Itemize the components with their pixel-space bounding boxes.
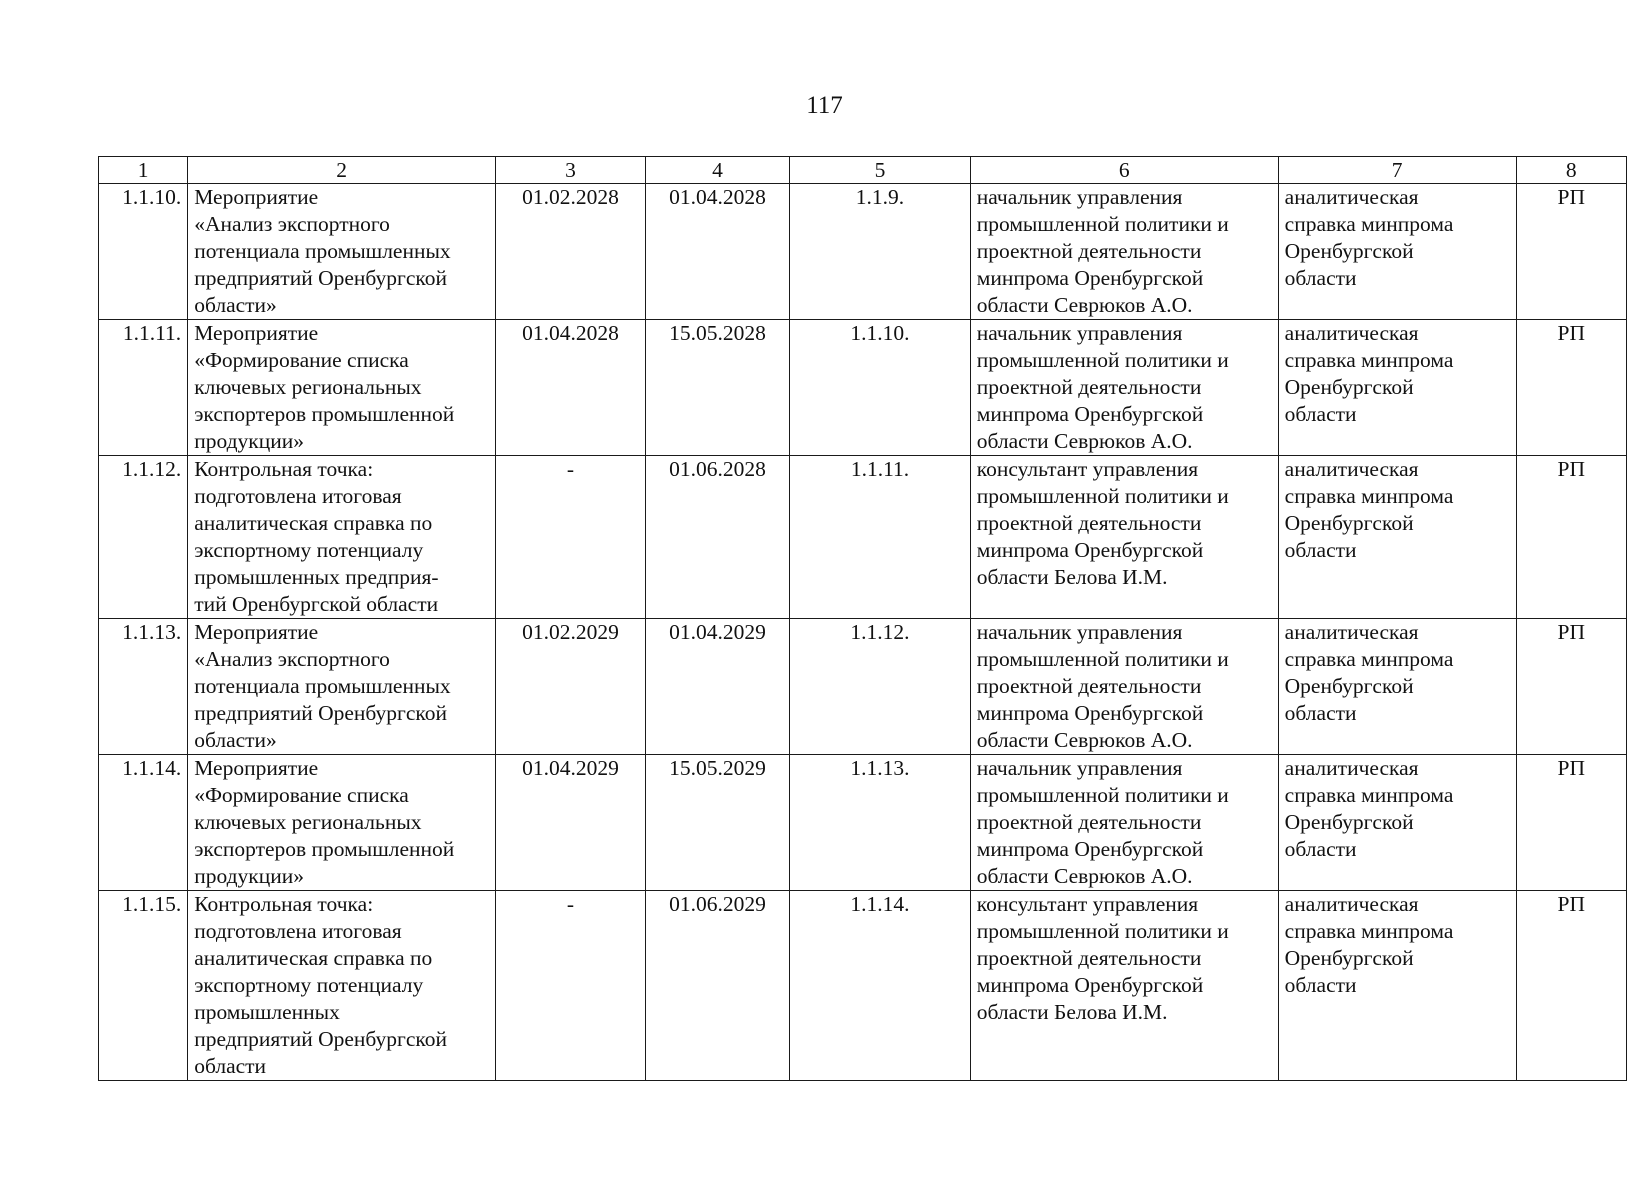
table-row [99,320,1627,456]
page-number: 117 [806,92,843,119]
result-document: аналитическая справка минпрома Оренбургской области [1284,756,1454,861]
header-cell: 4 [645,157,789,184]
table-header-row [99,157,1627,184]
start-date: - [496,891,646,1081]
row-number: 1.1.14. [99,755,188,891]
table-row [99,184,1627,320]
end-date: 01.06.2029 [645,891,789,1081]
activity-name: Мероприятие «Формирование списка ключевых региональных экспортеров промышленной продукции» [194,756,455,888]
row-number: 1.1.11. [99,320,188,456]
table-row [99,755,1627,891]
activity-name: Мероприятие «Анализ экспортного потенциала промышленных предприятий Оренбургской области» [194,620,451,752]
control-level: РП [1516,891,1627,1081]
result-document: аналитическая справка минпрома Оренбургской области [1284,185,1454,290]
predecessor: 1.1.10. [790,320,971,456]
header-cell: 6 [970,157,1278,184]
predecessor: 1.1.9. [790,184,971,320]
control-level: РП [1516,184,1627,320]
predecessor: 1.1.12. [790,619,971,755]
predecessor: 1.1.14. [790,891,971,1081]
header-cell: 7 [1278,157,1516,184]
end-date: 15.05.2028 [645,320,789,456]
start-date: 01.04.2028 [496,320,646,456]
activity-name: Мероприятие «Формирование списка ключевых региональных экспортеров промышленной продукции» [194,321,455,453]
responsible-person: начальник управления промышленной политики и проектной деятельности минпрома Оренбургской области Севрюков А.О. [976,756,1229,888]
end-date: 01.04.2028 [645,184,789,320]
end-date: 15.05.2029 [645,755,789,891]
table-row [99,891,1627,1081]
row-number: 1.1.10. [99,184,188,320]
responsible-person: консультант управления промышленной политики и проектной деятельности минпрома Оренбургской области Белова И.М. [976,457,1229,589]
control-level: РП [1516,755,1627,891]
activity-name: Контрольная точка: подготовлена итоговая аналитическая справка по экспортному потенциалу промышленных предприятий Оренбургской области [194,892,447,1078]
control-level: РП [1516,619,1627,755]
start-date: 01.04.2029 [496,755,646,891]
responsible-person: начальник управления промышленной политики и проектной деятельности минпрома Оренбургской области Севрюков А.О. [976,321,1229,453]
row-number: 1.1.13. [99,619,188,755]
activity-name: Мероприятие «Анализ экспортного потенциала промышленных предприятий Оренбургской области» [194,185,451,317]
predecessor: 1.1.13. [790,755,971,891]
end-date: 01.04.2029 [645,619,789,755]
start-date: - [496,456,646,619]
predecessor: 1.1.11. [790,456,971,619]
header-cell: 8 [1516,157,1627,184]
header-cell: 2 [188,157,496,184]
result-document: аналитическая справка минпрома Оренбургской области [1284,892,1454,997]
header-cell: 3 [496,157,646,184]
header-cell: 5 [790,157,971,184]
responsible-person: консультант управления промышленной политики и проектной деятельности минпрома Оренбургской области Белова И.М. [976,892,1229,1024]
responsible-person: начальник управления промышленной политики и проектной деятельности минпрома Оренбургской области Севрюков А.О. [976,185,1229,317]
activity-name: Контрольная точка: подготовлена итоговая аналитическая справка по экспортному потенциалу промышленных предприя- тий Оренбургской области [194,457,439,616]
table-row [99,619,1627,755]
row-number: 1.1.15. [99,891,188,1081]
result-document: аналитическая справка минпрома Оренбургской области [1284,620,1454,725]
result-document: аналитическая справка минпрома Оренбургской области [1284,457,1454,562]
responsible-person: начальник управления промышленной политики и проектной деятельности минпрома Оренбургской области Севрюков А.О. [976,620,1229,752]
control-level: РП [1516,320,1627,456]
control-level: РП [1516,456,1627,619]
end-date: 01.06.2028 [645,456,789,619]
result-document: аналитическая справка минпрома Оренбургской области [1284,321,1454,426]
plan-table [98,156,1627,1081]
header-cell: 1 [99,157,188,184]
table-row [99,456,1627,619]
start-date: 01.02.2029 [496,619,646,755]
row-number: 1.1.12. [99,456,188,619]
start-date: 01.02.2028 [496,184,646,320]
